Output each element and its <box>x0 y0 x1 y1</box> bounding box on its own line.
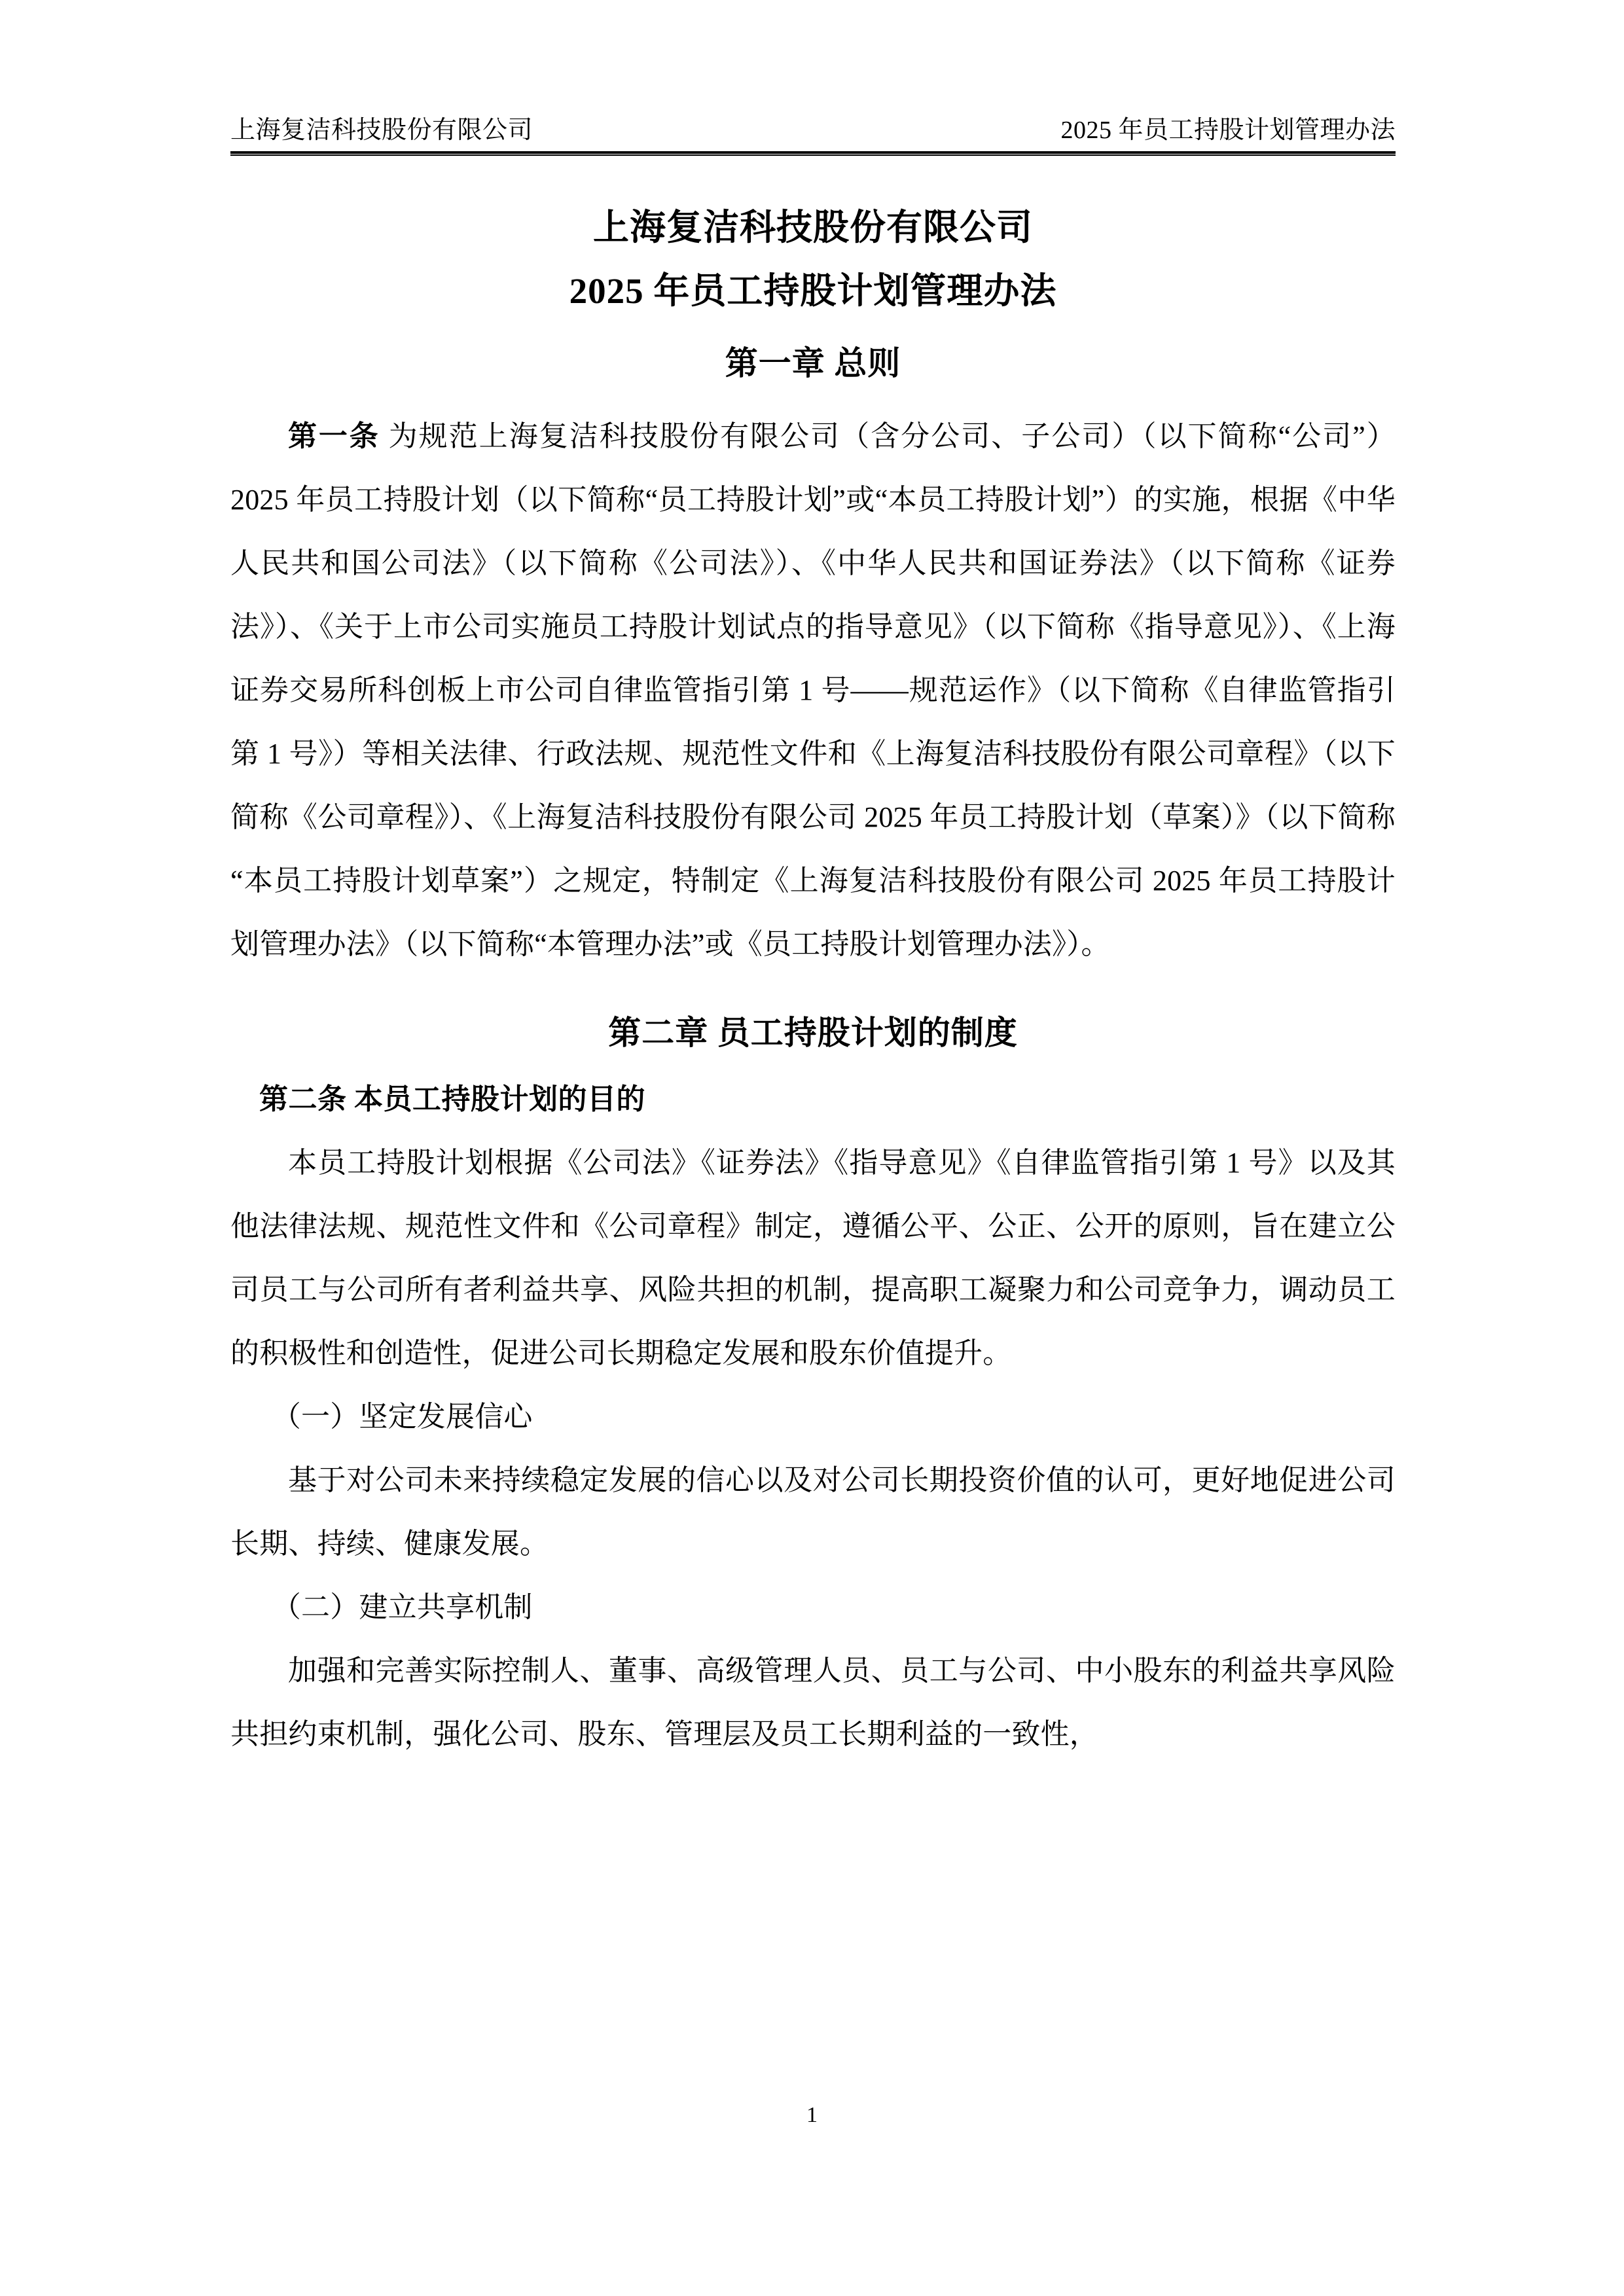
header-company-name: 上海复洁科技股份有限公司 <box>230 117 533 144</box>
document-title-line-1: 上海复洁科技股份有限公司 <box>592 207 1033 247</box>
article-2-paragraph: 本员工持股计划根据《公司法》《证券法》《指导意见》《自律监管指引第 1 号》以及其他法律法规、规范性文件和《公司章程》制定，遵循公平、公正、公开的原则，旨在建立公司员工与公司所有者利益共享、风险共担的机制，提高职工凝聚力和公司竞争力，调动员工的积极性和创造性，促进公司长期稳定发展和股东价值提升。 <box>230 1147 1396 1369</box>
chapter-heading-2: 第二章 员工持股计划的制度 <box>608 1014 1018 1051</box>
document-title-line-2: 2025 年员工持股计划管理办法 <box>569 271 1057 311</box>
article-2-item-1-label: （一）坚定发展信心 <box>272 1401 533 1433</box>
article-2-item-1-text: 基于对公司未来持续稳定发展的信心以及对公司长期投资价值的认可，更好地促进公司长期、持续、健康发展。 <box>230 1464 1396 1560</box>
article-1-text: 为规范上海复洁科技股份有限公司（含分公司、子公司）（以下简称“公司”）2025 年员工持股计划（以下简称“员工持股计划”或“本员工持股计划”）的实施，根据《中华人民共和国公司法》（以下简称《公司法》）、《中华人民共和国证券法》（以下简称《证券法》）、《关于上市公司实施员工持股计划试点的指导意见》（以下简称《指导意见》）、《上海证券交易所科创板上市公司自律监管指引第 1 号——规范运作》（以下简称《自律监管指引第 1 号》）等相关法律、行政法规、规范性文件和《上海复洁科技股份有限公司章程》（以下简称《公司章程》）、《上海复洁科技股份有限公司 2025 年员工持股计划（草案）》（以下简称“本员工持股计划草案”）之规定，特制定《上海复洁科技股份有限公司 2025 年员工持股计划管理办法》（以下简称“本管理办法”或《员工持股计划管理办法》）。 <box>230 420 1396 960</box>
document-body <box>230 194 1396 1766</box>
header-divider-rule <box>230 151 1396 156</box>
article-2-heading: 第二条 本员工持股计划的目的 <box>259 1083 645 1115</box>
article-1-paragraph <box>230 380 1396 976</box>
page-footer <box>0 2104 1624 2126</box>
article-1-label: 第一条 <box>288 420 380 452</box>
article-2-item-2-label: （二）建立共享机制 <box>272 1591 533 1623</box>
page-number: 1 <box>806 2103 818 2127</box>
page-running-header <box>230 115 1396 147</box>
chapter-heading-1: 第一章 总则 <box>725 345 901 382</box>
header-document-name: 2025 年员工持股计划管理办法 <box>1060 117 1396 144</box>
article-2-item-2-text: 加强和完善实际控制人、董事、高级管理人员、员工与公司、中小股东的利益共享风险共担约束机制，强化公司、股东、管理层及员工长期利益的一致性， <box>230 1655 1396 1750</box>
